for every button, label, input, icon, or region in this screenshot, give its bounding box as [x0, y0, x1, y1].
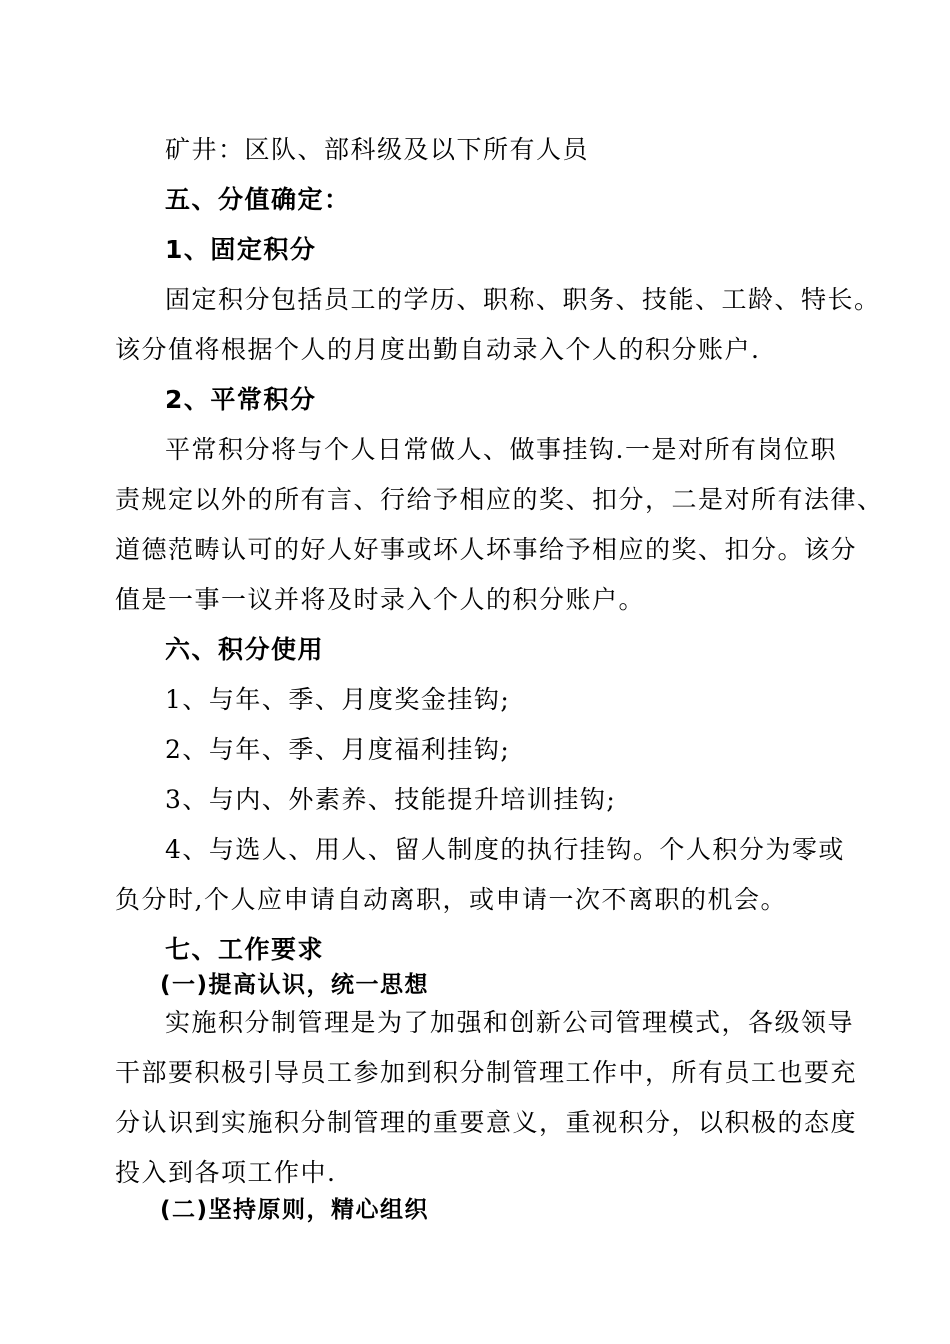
- list-item: 3、与内、外素养、技能提升培训挂钩;: [165, 785, 617, 814]
- body-text-line: 矿井：区队、部科级及以下所有人员: [165, 135, 590, 164]
- body-text-line: 负分时,个人应申请自动离职，或申请一次不离职的机会。: [115, 885, 787, 914]
- section-heading: 五、分值确定：: [165, 185, 351, 214]
- subsection-heading: 2、平常积分: [165, 385, 317, 414]
- body-text-line: 干部要积极引导员工参加到积分制管理工作中，所有员工也要充: [115, 1058, 858, 1087]
- body-text-line: 责规定以外的所有言、行给予相应的奖、扣分，二是对所有法律、: [115, 485, 884, 514]
- body-text-line: 道德范畴认可的好人好事或坏人坏事给予相应的奖、扣分。该分: [115, 535, 858, 564]
- list-item: 2、与年、季、月度福利挂钩;: [165, 735, 511, 764]
- body-text-line: 固定积分包括员工的学历、职称、职务、技能、工龄、特长。: [165, 285, 881, 314]
- body-text-line: 该分值将根据个人的月度出勤自动录入个人的积分账户.: [115, 335, 761, 364]
- body-text-line: 值是一事一议并将及时录入个人的积分账户。: [115, 585, 646, 614]
- body-text-line: 分认识到实施积分制管理的重要意义，重视积分，以积极的态度: [115, 1108, 858, 1137]
- subsection-heading: 1、固定积分: [165, 235, 317, 264]
- body-text-line: 实施积分制管理是为了加强和创新公司管理模式，各级领导: [165, 1008, 855, 1037]
- body-text-line: 投入到各项工作中.: [115, 1158, 337, 1187]
- section-heading: 七、工作要求: [165, 935, 325, 964]
- section-heading: 六、积分使用: [165, 635, 325, 664]
- body-text-line: 平常积分将与个人日常做人、做事挂钩.一是对所有岗位职: [165, 435, 837, 464]
- list-item: 1、与年、季、月度奖金挂钩;: [165, 685, 511, 714]
- subsection-heading: (一)提高认识，统一思想: [160, 972, 430, 998]
- subsection-heading: (二)坚持原则，精心组织: [160, 1197, 430, 1223]
- list-item: 4、与选人、用人、留人制度的执行挂钩。个人积分为零或: [165, 835, 845, 864]
